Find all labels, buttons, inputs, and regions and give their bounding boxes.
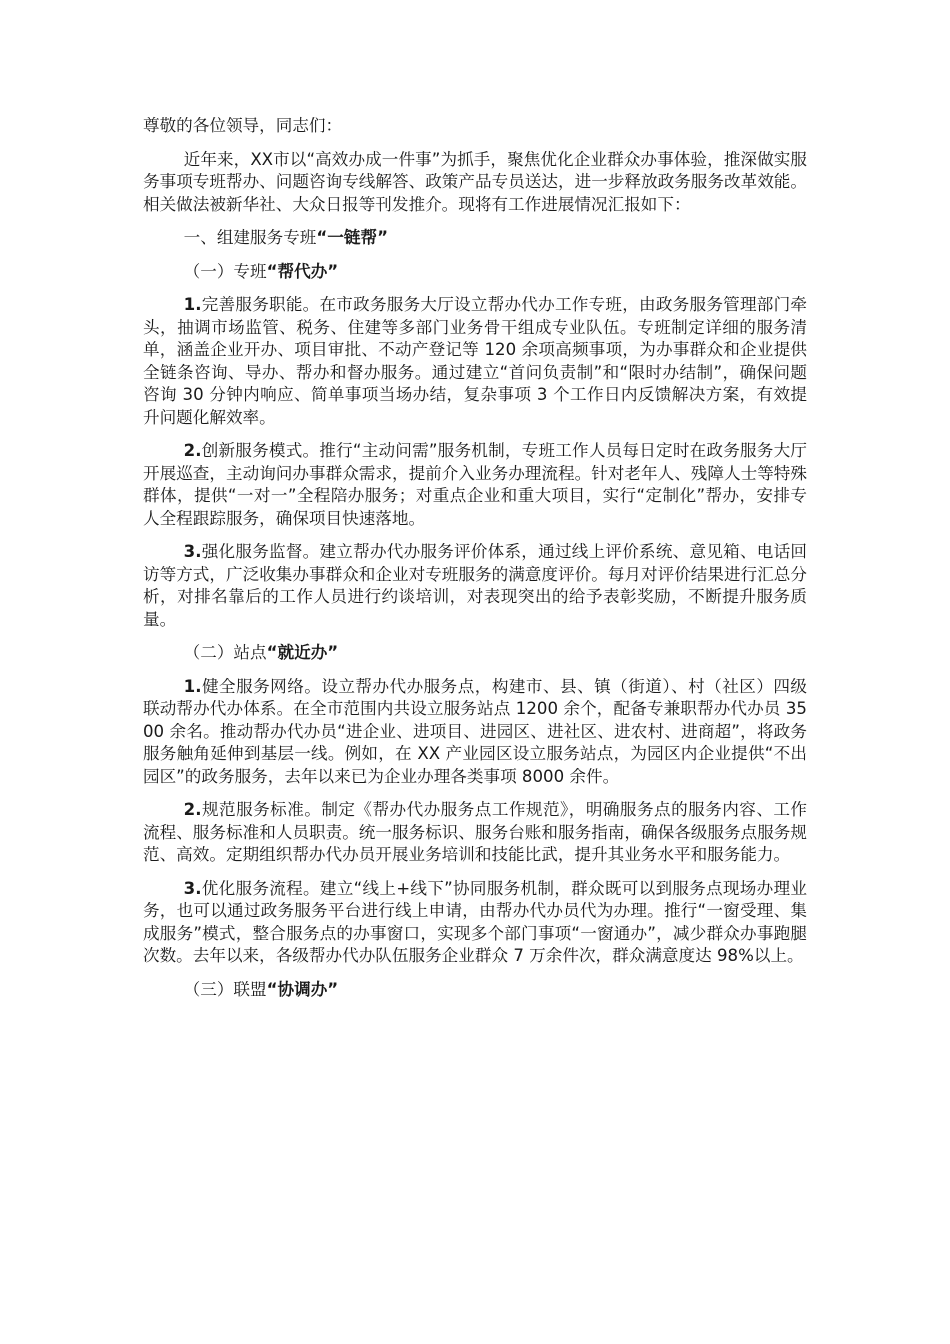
subsection-1-heading: [143, 261, 807, 284]
subsection-2-heading-suffix: “就近办”: [266, 643, 339, 662]
subsection-2-item-3: [143, 878, 807, 968]
item-title: 强化服务监督。: [201, 542, 320, 561]
subsection-2-item-1: [143, 676, 807, 789]
subsection-2-heading-prefix: （二）站点: [183, 643, 267, 662]
item-title: 健全服务网络。: [201, 676, 322, 696]
item-text: 建立帮办代办服务评价体系，通过线上评价系统、意见箱、电话回访等方式，广泛收集办事群众和企业对专班服务的满意度评价。每月对评价结果进行汇总分析，对排名靠后的工作人员进行约谈培训，对表现突出的给予表彰奖励，不断提升服务质量。: [143, 542, 808, 629]
item-text: 建立“线上+线下”协同服务机制，群众既可以到服务点现场办理业务，也可以通过政务服务平台进行线上申请，由帮办代办员代为办理。推行“一窗受理、集成服务”模式，整合服务点的办事窗口，实现多个部门事项“一窗通办”，减少群众办事跑腿次数。去年以来，各级帮办代办队伍服务企业群众 7 万余件次，群众满意度达 98%以上。: [143, 878, 807, 965]
subsection-3-heading: [143, 979, 807, 1002]
item-title: 规范服务标准。: [201, 800, 322, 819]
item-title: 完善服务职能。: [201, 295, 320, 314]
item-text: 在市政务服务大厅设立帮办代办工作专班，由政务服务管理部门牵头，抽调市场监管、税务、住建等多部门业务骨干组成专业队伍。专班制定详细的服务清单，涵盖企业开办、项目审批、不动产登记等 120 余项高频事项，为办事群众和企业提供全链条咨询、导办、帮办和督办服务。通过建立“首问负责制”和“限时办结制”，确保问题咨询 30 分钟内响应、简单事项当场办结，复杂事项 3 个工作日内反馈解决方案，有效提升问题化解效率。: [143, 295, 808, 427]
section-1-heading-prefix: 一、组建服务专班: [183, 228, 317, 247]
item-number: 2.: [183, 800, 202, 819]
section-1-heading-suffix: “一链帮”: [316, 228, 388, 247]
subsection-1-item-1: [143, 294, 807, 429]
subsection-1-item-2: [143, 440, 807, 530]
item-number: 3.: [183, 542, 202, 561]
item-text: 推行“主动问需”服务机制，专班工作人员每日定时在政务服务大厅开展巡查，主动询问办事群众需求，提前介入业务办理流程。针对老年人、残障人士等特殊群体，提供“一对一”全程陪办服务；对重点企业和重大项目，实行“定制化”帮办，安排专人全程跟踪服务，确保项目快速落地。: [143, 441, 807, 528]
item-title: 优化服务流程。: [201, 878, 320, 898]
subsection-2-heading: [143, 642, 807, 665]
subsection-3-heading-suffix: “协调办”: [266, 979, 339, 999]
section-1-heading: [143, 227, 807, 250]
item-number: 2.: [183, 441, 202, 460]
subsection-1-item-3: [143, 541, 807, 631]
subsection-1-heading-prefix: （一）专班: [183, 261, 267, 281]
item-number: 3.: [183, 878, 202, 898]
subsection-3-heading-prefix: （三）联盟: [183, 979, 267, 999]
document-body: [143, 115, 807, 1012]
item-number: 1.: [183, 295, 202, 314]
item-text: 设立帮办代办服务点，构建市、县、镇（街道）、村（社区）四级联动帮办代办体系。在全市范围内共设立服务站点 1200 余个，配备专兼职帮办代办员 3500 余名。推动帮办代办员“进企业、进项目、进园区、进社区、进农村、进商超”，将政务服务触角延伸到基层一线。例如，在 XX 产业园区设立服务站点，为园区内企业提供“不出园区”的政务服务，去年以来已为企业办理各类事项 8000 余件。: [143, 676, 808, 786]
item-text: 制定《帮办代办服务点工作规范》，明确服务点的服务内容、工作流程、服务标准和人员职责。统一服务标识、服务台账和服务指南，确保各级服务点服务规范、高效。定期组织帮办代办员开展业务培训和技能比武，提升其业务水平和服务能力。: [143, 800, 808, 864]
subsection-2-item-2: [143, 799, 807, 867]
item-title: 创新服务模式。: [201, 441, 320, 460]
item-number: 1.: [183, 676, 202, 696]
subsection-1-heading-suffix: “帮代办”: [266, 261, 339, 281]
salutation: 尊敬的各位领导，同志们：: [143, 116, 343, 135]
intro-paragraph: 近年来，XX市以“高效办成一件事”为抓手，聚焦优化企业群众办事体验，推深做实服务事项专班帮办、问题咨询专线解答、政策产品专员送达，进一步释放政务服务改革效能。相关做法被新华社、大众日报等刊发推介。现将有工作进展情况汇报如下：: [143, 149, 807, 214]
